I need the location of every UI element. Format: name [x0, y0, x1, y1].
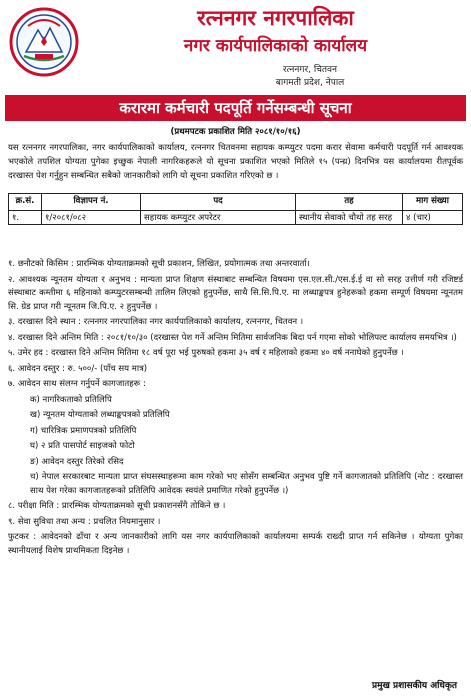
column-header: क्र.सं. — [9, 194, 42, 211]
clause: ४. दरखास्त दिने अन्तिम मिति : २०८१/१०/३० (दरखास्त पेश गर्ने अन्तिम मितिमा सार्वजनिक बिदा पर्न गएमा सोको भोलिपल्ट कार्यालय समयभित्र ।) — [8, 332, 457, 343]
clause: ७. आवेदन साथ संलग्न गर्नुपर्ने कागजातहरू : — [8, 379, 146, 389]
column-header: तह — [296, 194, 403, 211]
nepal-government-emblem-icon — [8, 6, 80, 78]
vacancy-table — [8, 193, 463, 225]
office-subtitle: नगर कार्यपालिकाको कार्यालय — [183, 36, 368, 56]
address-line-2: बागमती प्रदेश, नेपाल — [275, 78, 345, 88]
clause: ३. दरखास्त दिने स्थान : रत्ननगर नगरपालिका नगर कार्यपालिकाको कार्यालय, रत्ननगर, चितवन । — [8, 317, 304, 327]
notice-banner: करारमा कर्मचारी पदपूर्ति गर्नेसम्बन्धी सूचना — [5, 95, 466, 121]
table-row — [9, 211, 463, 225]
column-header: माग संख्या — [403, 194, 463, 211]
publication-date: (प्रथमपटक प्रकाशित मिति २०८१/१०/१६) — [170, 127, 301, 137]
attachment-item: ङ) आवेदन दस्तुर तिरेको रसिद — [30, 456, 124, 467]
attachment-item: ग) चारित्रिक प्रमाणपत्रको प्रतिलिपि — [30, 425, 137, 436]
table-cell: सहायक कम्प्युटर अपरेटर — [141, 211, 296, 225]
attachment-item: घ) २ प्रति पासपोर्ट साइजको फोटो — [30, 441, 135, 451]
clause: ९. सेवा सुविधा तथा अन्य : प्रचलित नियमानुसार । — [8, 516, 161, 527]
clause: फुटकर : आवेदनको ढाँचा र अन्य जानकारीको लागि यस नगर कार्यपालिकाको कार्यालयमा सम्पर्क राख्दी प्राप्त गर्न सकिनेछ । योग्यता पुगेका स्थानीयलाई विशेष प्राथमिकता दिइनेछ । — [8, 532, 463, 556]
table-cell: स्थानीय सेवाको चौथो तह सरह — [296, 211, 403, 225]
clause: १. छनौटको किसिम : प्रारम्भिक योग्यताक्रमको सूची प्रकाशन, लिखित, प्रयोगात्मक तथा अन्तरवार्ता। — [8, 259, 310, 269]
table-cell: १/२०८१/०८२ — [42, 211, 141, 225]
clause: २. आवश्यक न्यूनतम योग्यता र अनुभव : मान्यता प्राप्त शिक्षण संस्थाबाट सम्बन्धित विषयमा एस.एल.सी./एस.ई.ई वा सो सरह उत्तीर्ण गरी रजिष्टर्ड संस्थाबाट कम्तीमा ६ महिनाको कम्प्युटरसम्बन्धी तालिम लिएको हुनुपर्नेछ, साथै सि.सि.पि.ए. मा लब्धाङ्कपत्र हुनेहरूको हकमा सम्पूर्ण विषयमा न्यूनतम सि. ग्रेड प्राप्त गरी न्यूनतम जि.पि.ए. २ हुनुपर्नेछ । — [8, 274, 463, 312]
table-cell: १. — [9, 211, 42, 225]
signatory-title: प्रमुख प्रशासकीय अधिकृत — [371, 681, 457, 691]
notice-body — [8, 258, 463, 560]
intro-paragraph: यस रत्ननगर नगरपालिका, नगर कार्यपालिकाको कार्यालय, रत्ननगर चितवनमा सहायक कम्प्युटर पदमा करार सेवामा कर्मचारी पदपूर्ति गर्न आवश्यक भएकोले तपशिल योग्यता पुगेका इच्छुक नेपाली नागरिकहरूले यो सूचना प्रकाशित भएको मितिले १५ (पन्ध्र) दिनभित्र यस कार्यालयमा रीतपूर्वक दरखास्त पेश गर्नुहुन सम्बन्धित सबैको जानकारीको लागि यो सूचना प्रकाशित गरिएको छ । — [8, 143, 463, 181]
column-header: विज्ञापन नं. — [42, 194, 141, 211]
clause: ५. उमेर हद : दरखास्त दिने अन्तिम मितिमा १८ वर्ष पूरा भई पुरुषको हकमा ३५ वर्ष र महिलाको हकमा ४० वर्ष ननाघेको हुनुपर्नेछ । — [8, 348, 404, 358]
clause: ८. परीक्षा मिति : प्रारम्भिक योग्यताक्रमको सूची प्रकाशनसँगै तोकिने छ । — [8, 501, 226, 511]
column-header: पद — [141, 194, 296, 211]
address-line-1: रत्ननगर, चितवन — [282, 65, 338, 75]
attachment-item: क) नागरिकताको प्रतिलिपि — [30, 394, 112, 405]
clause: ६. आवेदन दस्तुर : रु. ५००/- (पाँच सय मात्र) — [8, 363, 148, 374]
attachment-item: ख) न्यूनतम योग्यताको लब्धाङ्कपत्रको प्रतिलिपि — [30, 410, 170, 420]
municipality-title: रत्ननगर नगरपालिका — [197, 6, 354, 30]
header — [0, 0, 471, 90]
table-header-row — [9, 194, 463, 211]
attachment-item: च) नेपाल सरकारबाट मान्यता प्राप्त संघसस्थाहरूमा काम गरेको भए सोसँग सम्बन्धित अनुभव पुष्टि गर्ने कागजातको प्रतिलिपि (नोट : दरखास्त साथ पेश गरेका कागजातहरूको प्रतिलिपि आवेदक स्वयंले प्रमाणित गरेको हुनुपर्नेछ ।) — [30, 472, 463, 496]
table-cell: ४ (चार) — [403, 211, 463, 225]
